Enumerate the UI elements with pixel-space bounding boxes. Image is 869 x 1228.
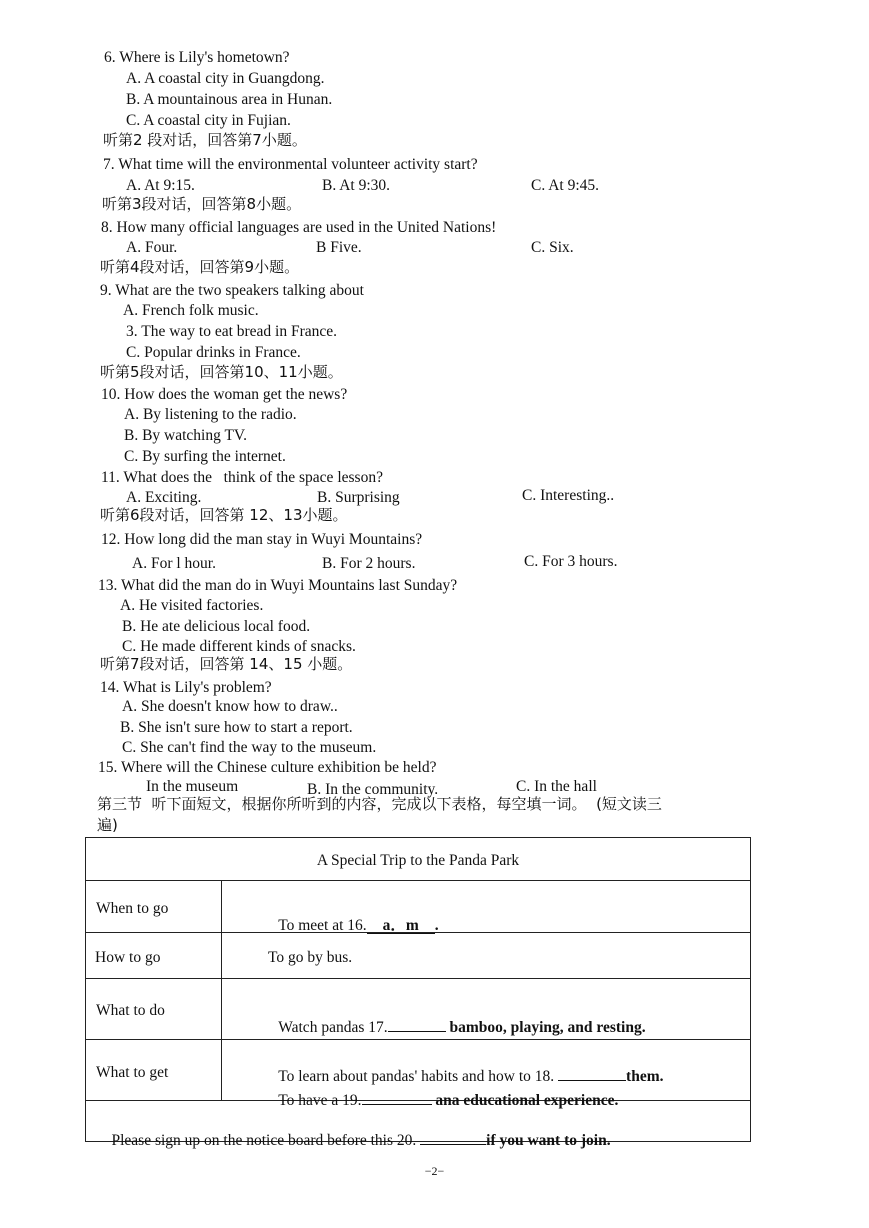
q13-option-b: B. He ate delicious local food. xyxy=(122,618,311,635)
what-to-get-line2-text: To have a 19. xyxy=(278,1091,362,1109)
panda-trip-table xyxy=(85,837,751,1149)
q13-stem: 13. What did the man do in Wuyi Mountains last Sunday? xyxy=(98,577,458,594)
answer-16-period: . xyxy=(434,916,439,934)
table-title: A Special Trip to the Panda Park xyxy=(316,852,520,869)
section-instruction-2: 听第2 段对话，回答第7小题。 xyxy=(103,131,307,149)
q15-option-a: In the museum xyxy=(146,778,239,795)
row-label-how: How to go xyxy=(95,949,161,966)
section-instruction-4: 听第4段对话，回答第9小题。 xyxy=(100,258,300,276)
table-column-divider xyxy=(221,880,222,1100)
row-label-what-to-get: What to get xyxy=(96,1064,169,1081)
what-to-get-line1-tail: them. xyxy=(626,1067,664,1085)
what-to-get-line2-tail: ana educational experience. xyxy=(435,1091,619,1109)
q11-stem: 11. What does the think of the space lesson? xyxy=(101,469,383,486)
q9-option-a: A. French folk music. xyxy=(123,302,259,319)
row-label-when: When to go xyxy=(96,900,169,917)
q12-option-c: C. For 3 hours. xyxy=(524,553,618,570)
q7-stem: 7. What time will the environmental volunteer activity start? xyxy=(103,156,478,173)
page-number: −2− xyxy=(424,1164,445,1178)
table-rule xyxy=(86,978,750,979)
q14-option-b: B. She isn't sure how to start a report. xyxy=(120,719,353,736)
answer-blank-20 xyxy=(420,1144,486,1145)
q14-option-c: C. She can't find the way to the museum. xyxy=(122,739,377,756)
q13-option-c: C. He made different kinds of snacks. xyxy=(122,638,356,655)
answer-16-value: a．m xyxy=(382,916,419,934)
row-label-what-to-do: What to do xyxy=(96,1002,165,1019)
q7-option-a: A. At 9:15. xyxy=(126,177,195,194)
q9-option-c: C. Popular drinks in France. xyxy=(126,344,301,361)
when-text: To meet at 16. xyxy=(278,916,367,934)
section-instruction-5: 听第5段对话，回答第10、11小题。 xyxy=(100,363,343,381)
q9-option-b: 3. The way to eat bread in France. xyxy=(126,323,338,340)
row-content-when xyxy=(263,902,439,950)
q6-stem: 6. Where is Lily's hometown? xyxy=(104,49,290,66)
section-instruction-7: 听第7段对话，回答第 14、15 小题。 xyxy=(100,655,353,673)
q8-option-a: A. Four. xyxy=(126,239,178,256)
q11-option-c: C. Interesting.. xyxy=(522,487,615,504)
q8-stem: 8. How many official languages are used in the United Nations! xyxy=(101,219,497,236)
q6-option-b: B. A mountainous area in Hunan. xyxy=(126,91,333,108)
q15-option-b: B. In the community. xyxy=(307,781,439,798)
q7-option-c: C. At 9:45. xyxy=(531,177,600,194)
q14-option-a: A. She doesn't know how to draw.. xyxy=(122,698,338,715)
q15-stem: 15. Where will the Chinese culture exhibition be held? xyxy=(98,759,437,776)
footer-tail: if you want to join. xyxy=(486,1131,611,1149)
footer-text: Please sign up on the notice board before this 20. xyxy=(111,1131,417,1149)
q12-option-b: B. For 2 hours. xyxy=(322,555,416,572)
table-rule xyxy=(86,880,750,881)
q6-option-c: C. A coastal city in Fujian. xyxy=(126,112,291,129)
section-instruction-3: 听第3段对话，回答第8小题。 xyxy=(102,195,302,213)
section-instruction-6: 听第6段对话，回答第 12、13小题。 xyxy=(100,506,348,524)
answer-blank-17 xyxy=(388,1031,446,1032)
q6-option-a: A. A coastal city in Guangdong. xyxy=(126,70,325,87)
q10-option-c: C. By surfing the internet. xyxy=(124,448,286,465)
q12-stem: 12. How long did the man stay in Wuyi Mountains? xyxy=(101,531,423,548)
q11-option-b: B. Surprising xyxy=(317,489,400,506)
answer-blank-19 xyxy=(362,1104,432,1105)
q14-stem: 14. What is Lily's problem? xyxy=(100,679,272,696)
q10-stem: 10. How does the woman get the news? xyxy=(101,386,348,403)
part3-instruction: 第三节 听下面短文，根据你所听到的内容，完成以下表格，每空填一词。 (短文读三 xyxy=(97,795,662,813)
q9-stem: 9. What are the two speakers talking about xyxy=(100,282,364,299)
answer-blank-16 xyxy=(367,918,435,935)
part3-instruction-continued: 遍) xyxy=(97,816,118,834)
what-to-do-tail: bamboo, playing, and resting. xyxy=(449,1018,646,1036)
table-footer xyxy=(96,1117,611,1164)
row-content-what-to-do xyxy=(263,1004,646,1051)
q12-option-a: A. For l hour. xyxy=(132,555,216,572)
q7-option-b: B. At 9:30. xyxy=(322,177,391,194)
q8-option-c: C. Six. xyxy=(531,239,574,256)
q10-option-b: B. By watching TV. xyxy=(124,427,248,444)
q15-option-c: C. In the hall xyxy=(516,778,597,795)
what-to-get-line1-text: To learn about pandas' habits and how to 18. xyxy=(278,1067,555,1085)
q8-option-b: B Five. xyxy=(316,239,362,256)
q13-option-a: A. He visited factories. xyxy=(120,597,264,614)
q10-option-a: A. By listening to the radio. xyxy=(124,406,297,423)
row-content-how: To go by bus. xyxy=(268,949,353,966)
what-to-do-text: Watch pandas 17. xyxy=(278,1018,388,1036)
q11-option-a: A. Exciting. xyxy=(126,489,202,506)
